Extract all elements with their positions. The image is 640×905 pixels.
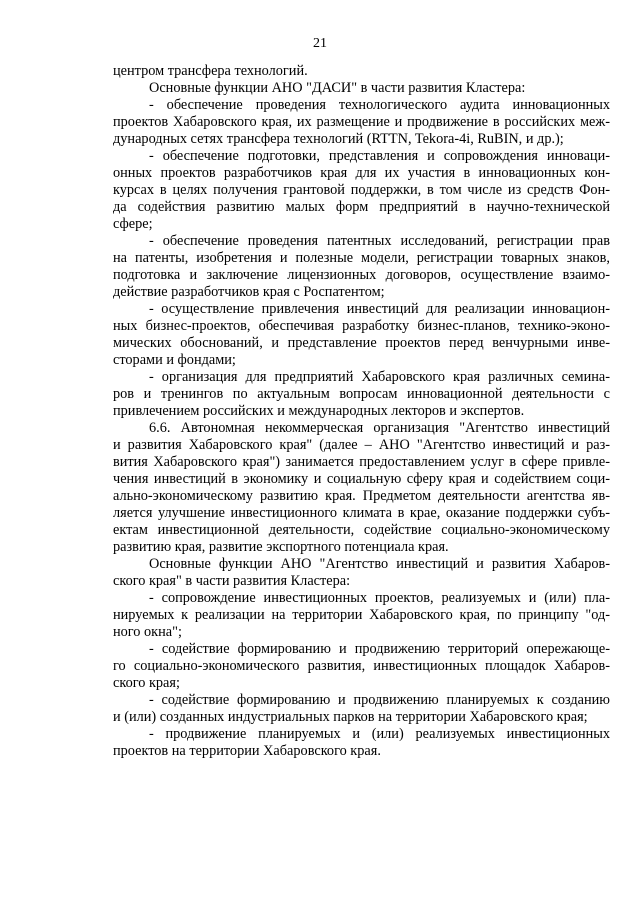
text-line: действие разработчиков края с Роспатентом; bbox=[113, 284, 385, 300]
text-line: курсах в целях получения грантовой поддержки, в том числе из средств Фон- bbox=[113, 182, 610, 198]
text-line: привлечением российских и международных лекторов и экспертов. bbox=[113, 403, 525, 419]
text-line: ных бизнес-проектов, обеспечивая разработку бизнес-планов, технико-эконо- bbox=[113, 318, 610, 334]
text-line: сфере; bbox=[113, 216, 153, 232]
text-line: ально-экономическому развитию края. Предметом деятельности агентства яв- bbox=[113, 488, 610, 504]
text-line: проектов Хабаровского края, их размещение и продвижение в российских меж- bbox=[113, 114, 610, 130]
text-line: - обеспечение проведения технологического аудита инновационных bbox=[149, 97, 610, 113]
text-line: и (или) созданных индустриальных парков на территории Хабаровского края; bbox=[113, 709, 588, 725]
text-line: да содействия развитию малых форм предприятий в научно-технической bbox=[113, 199, 610, 215]
text-line: го социально-экономического развития, инвестиционных площадок Хабаров- bbox=[113, 658, 610, 674]
text-line: 6.6. Автономная некоммерческая организация "Агентство инвестиций bbox=[149, 420, 610, 436]
text-line: ектам инвестиционной деятельности, содействие социально-экономическому bbox=[113, 522, 610, 538]
document-body bbox=[113, 63, 610, 760]
text-line: - осуществление привлечения инвестиций для реализации инновацион- bbox=[149, 301, 610, 317]
text-line: вития Хабаровского края") занимается предоставлением услуг в сфере привле- bbox=[113, 454, 610, 470]
text-line: и развития Хабаровского края" (далее – АНО "Агентство инвестиций и раз- bbox=[113, 437, 610, 453]
text-line: ского края" в части развития Кластера: bbox=[113, 573, 351, 589]
text-line: - продвижение планируемых и (или) реализуемых инвестиционных bbox=[149, 726, 610, 742]
text-line: дународных сетях трансфера технологий (RTTN, Tekora-4i, RuBIN, и др.); bbox=[113, 131, 564, 147]
text-line: на патенты, изобретения и полезные модели, регистрации товарных знаков, bbox=[113, 250, 610, 266]
text-line: онных проектов разработчиков края для их участия в инновационных кон- bbox=[113, 165, 610, 181]
text-line: ров и тренингов по актуальным вопросам инновационной деятельности с bbox=[113, 386, 610, 402]
text-line: центром трансфера технологий. bbox=[113, 63, 308, 79]
text-line: ного окна"; bbox=[113, 624, 182, 640]
text-line: - сопровождение инвестиционных проектов, реализуемых и (или) пла- bbox=[149, 590, 610, 606]
page-number: 21 bbox=[313, 36, 327, 51]
text-line: подготовка и заключение лицензионных договоров, осуществление взаимо- bbox=[113, 267, 610, 283]
text-line: мических обоснований, и представление проектов перед венчурными инве- bbox=[113, 335, 610, 351]
text-line: развитию края, развитие экспортного потенциала края. bbox=[113, 539, 449, 555]
text-line: - обеспечение подготовки, представления и сопровождения инноваци- bbox=[149, 148, 610, 164]
text-line: Основные функции АНО "Агентство инвестиций и развития Хабаров- bbox=[149, 556, 610, 572]
text-line: чения инвестиций в экономику и социальную сферу края и содействием соци- bbox=[113, 471, 610, 487]
text-line: сторами и фондами; bbox=[113, 352, 236, 368]
text-line: нируемых к реализации на территории Хабаровского края, по принципу "од- bbox=[113, 607, 610, 623]
text-line: ского края; bbox=[113, 675, 180, 691]
text-line: - обеспечение проведения патентных исследований, регистрации прав bbox=[149, 233, 610, 249]
text-line: ляется улучшение инвестиционного климата в крае, оказание поддержки субъ- bbox=[113, 505, 610, 521]
text-line: - содействие формированию и продвижению планируемых к созданию bbox=[149, 692, 610, 708]
text-line: - содействие формированию и продвижению территорий опережающе- bbox=[149, 641, 610, 657]
text-line: проектов на территории Хабаровского края. bbox=[113, 743, 381, 759]
text-line: Основные функции АНО "ДАСИ" в части развития Кластера: bbox=[149, 80, 526, 96]
text-line: - организация для предприятий Хабаровского края различных семина- bbox=[149, 369, 610, 385]
